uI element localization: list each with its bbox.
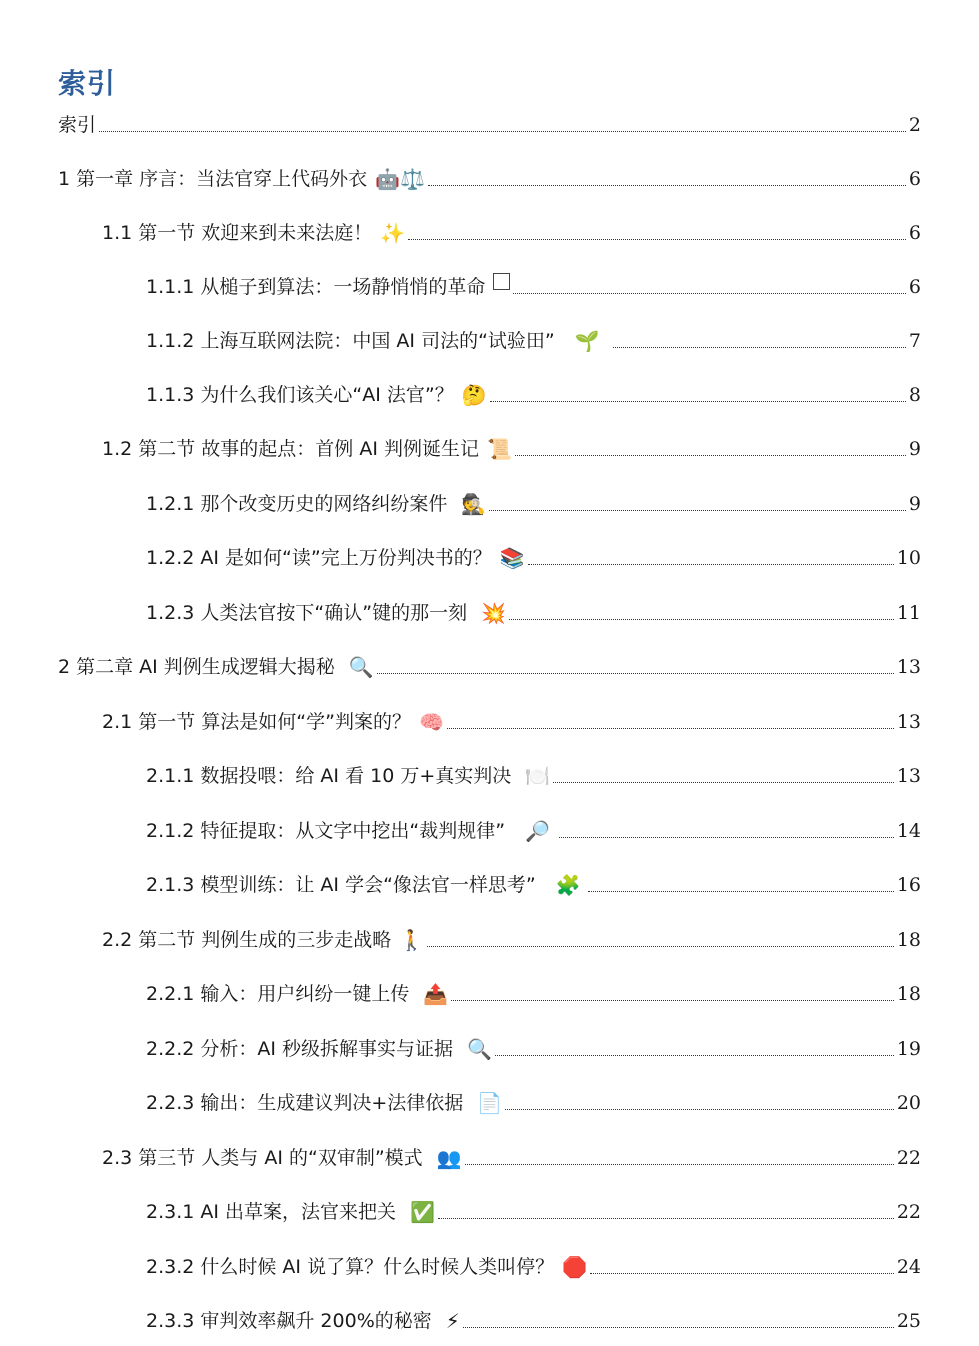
toc-entry[interactable] [146,487,921,517]
check-mark-icon: ✅ [410,1200,435,1224]
toc-entry[interactable] [146,324,921,354]
toc-page-number: 13 [896,765,921,787]
toc-entry-label: 2.2 第二节 判例生成的三步走战略 [102,929,392,951]
toc-entry-label: 2.1.1 数据投喂：给 AI 看 10 万+真实判决 [146,765,512,787]
stop-sign-icon: 🛑 [562,1255,587,1279]
toc-entry[interactable] [146,868,921,898]
toc-entry-label: 1.2.3 人类法官按下“确认”键的那一刻 [146,602,468,624]
sparkles-icon: ✨ [380,221,406,245]
toc-entry[interactable] [102,1141,921,1171]
toc-entry[interactable] [102,923,921,953]
toc-entry[interactable] [146,814,921,844]
toc-page-number: 6 [908,276,921,298]
dot-leader [613,347,906,348]
toc-entry-label: 2.2.3 输出：生成建议判决+法律依据 [146,1092,464,1114]
toc-entry-label: 2.1.3 模型训练：让 AI 学会“像法官一样思考” [146,874,536,896]
toc-entry[interactable] [58,162,921,192]
dot-leader [505,1109,894,1110]
dot-leader [465,1164,894,1165]
toc-entry-label: 1.2 第二节 故事的起点：首例 AI 判例诞生记 [102,438,479,460]
toc-entry-label: 2 第二章 AI 判例生成逻辑大揭秘 [58,656,335,678]
toc-entry-label: 2.1 第一节 算法是如何“学”判案的？ [102,711,411,733]
scroll-icon: 📜 [486,437,512,461]
toc-entry[interactable] [146,1250,921,1280]
toc-page-number: 11 [896,602,921,624]
upload-tray-icon: 📤 [423,982,449,1006]
collision-icon: 💥 [481,601,506,625]
magnifier-right-icon: 🔎 [525,819,550,843]
page-title: 索引 [58,67,117,100]
document-icon: 📄 [477,1091,503,1115]
toc-page-number: 25 [896,1310,921,1332]
toc-entry[interactable] [146,541,921,571]
toc-entry[interactable] [102,705,921,735]
toc-page-number: 6 [908,222,921,244]
toc-page-number: 13 [896,711,921,733]
toc-page-number: 10 [896,547,921,569]
toc-entry[interactable] [146,977,921,1007]
magnifier-icon: 🔍 [467,1037,492,1061]
dot-leader [495,1055,894,1056]
toc-entry[interactable] [146,1032,921,1062]
toc-entry-label: 1.1.3 为什么我们该关心“AI 法官”？ [146,384,454,406]
dot-leader [553,782,894,783]
dot-leader [509,619,894,620]
robot-scales-icon: 🤖⚖️ [375,167,425,191]
walking-person-icon: 🚶 [399,928,425,952]
toc-entry[interactable] [146,1086,921,1116]
dot-leader [528,564,894,565]
dot-leader [438,1218,894,1219]
empty-box-icon [493,273,510,300]
toc-page-number: 13 [896,656,921,678]
plate-cutlery-icon: 🍽️ [525,764,551,788]
toc-page-number: 2 [908,114,921,136]
toc-entry-label: 1.1.2 上海互联网法院：中国 AI 司法的“试验田” [146,330,555,352]
seedling-icon: 🌱 [574,329,600,353]
toc-page-number: 18 [896,983,921,1005]
toc-entry-label: 1.1.1 从槌子到算法：一场静悄悄的革命 [146,276,486,298]
toc-entry[interactable] [58,650,921,680]
thinking-face-icon: 🤔 [461,383,487,407]
toc-entry-label: 2.2.1 输入：用户纠纷一键上传 [146,983,410,1005]
dot-leader [515,455,906,456]
magnifier-icon: 🔍 [348,655,374,679]
toc-entry-label: 2.3 第三节 人类与 AI 的“双审制”模式 [102,1147,423,1169]
toc-entry[interactable] [102,432,921,462]
brain-icon: 🧠 [418,710,444,734]
toc-entry-label: 2.2.2 分析：AI 秒级拆解事实与证据 [146,1038,454,1060]
toc-entry-label: 1.2.2 AI 是如何“读”完上万份判决书的？ [146,547,492,569]
dot-leader [559,837,894,838]
dot-leader [588,891,894,892]
toc-entry[interactable] [102,216,921,246]
toc-entry-label: 2.1.2 特征提取：从文字中挖出“裁判规律” [146,820,506,842]
toc-entry-label: 1.2.1 那个改变历史的网络纠纷案件 [146,493,448,515]
toc-page-number: 18 [896,929,921,951]
toc-page-number: 22 [896,1201,921,1223]
dot-leader [377,673,894,674]
toc-entry[interactable] [146,270,921,300]
dot-leader [513,293,906,294]
people-icon: 👥 [436,1146,462,1170]
dot-leader [463,1327,894,1328]
dot-leader [490,401,906,402]
toc-entry[interactable] [146,378,921,408]
books-icon: 📚 [499,546,525,570]
toc-entry[interactable] [146,1195,921,1225]
toc-page-number: 22 [896,1147,921,1169]
toc-entry-label: 2.3.1 AI 出草案，法官来把关 [146,1201,397,1223]
toc-entry-label: 索引 [58,114,97,136]
toc-entry[interactable] [58,108,921,138]
toc-entry-label: 1.1 第一节 欢迎来到未来法庭！ [102,222,373,244]
toc-page-number: 24 [896,1256,921,1278]
detective-icon: 🕵️ [461,492,487,516]
dot-leader [489,510,906,511]
toc-page-number: 8 [908,384,921,406]
lightning-icon: ⚡ [445,1309,460,1333]
toc-entry[interactable] [146,596,921,626]
toc-page-number: 16 [896,874,921,896]
dot-leader [99,131,906,132]
dot-leader [451,1000,894,1001]
dot-leader [590,1273,894,1274]
toc-entry[interactable] [146,1304,921,1334]
toc-page-number: 7 [908,330,921,352]
toc-page-number: 14 [896,820,921,842]
toc-page-number: 19 [896,1038,921,1060]
toc-page-number: 20 [896,1092,921,1114]
toc-entry[interactable] [146,759,921,789]
toc-page-number: 9 [908,438,921,460]
toc-page-number: 6 [908,168,921,190]
puzzle-piece-icon: 🧩 [555,873,581,897]
dot-leader [427,946,894,947]
dot-leader [408,239,906,240]
dot-leader [428,185,906,186]
toc-page-number: 9 [908,493,921,515]
dot-leader [447,728,894,729]
toc-entry-label: 2.3.3 审判效率飙升 200%的秘密 [146,1310,432,1332]
toc-entry-label: 1 第一章 序言：当法官穿上代码外衣 [58,168,368,190]
toc-entry-label: 2.3.2 什么时候 AI 说了算？什么时候人类叫停？ [146,1256,555,1278]
